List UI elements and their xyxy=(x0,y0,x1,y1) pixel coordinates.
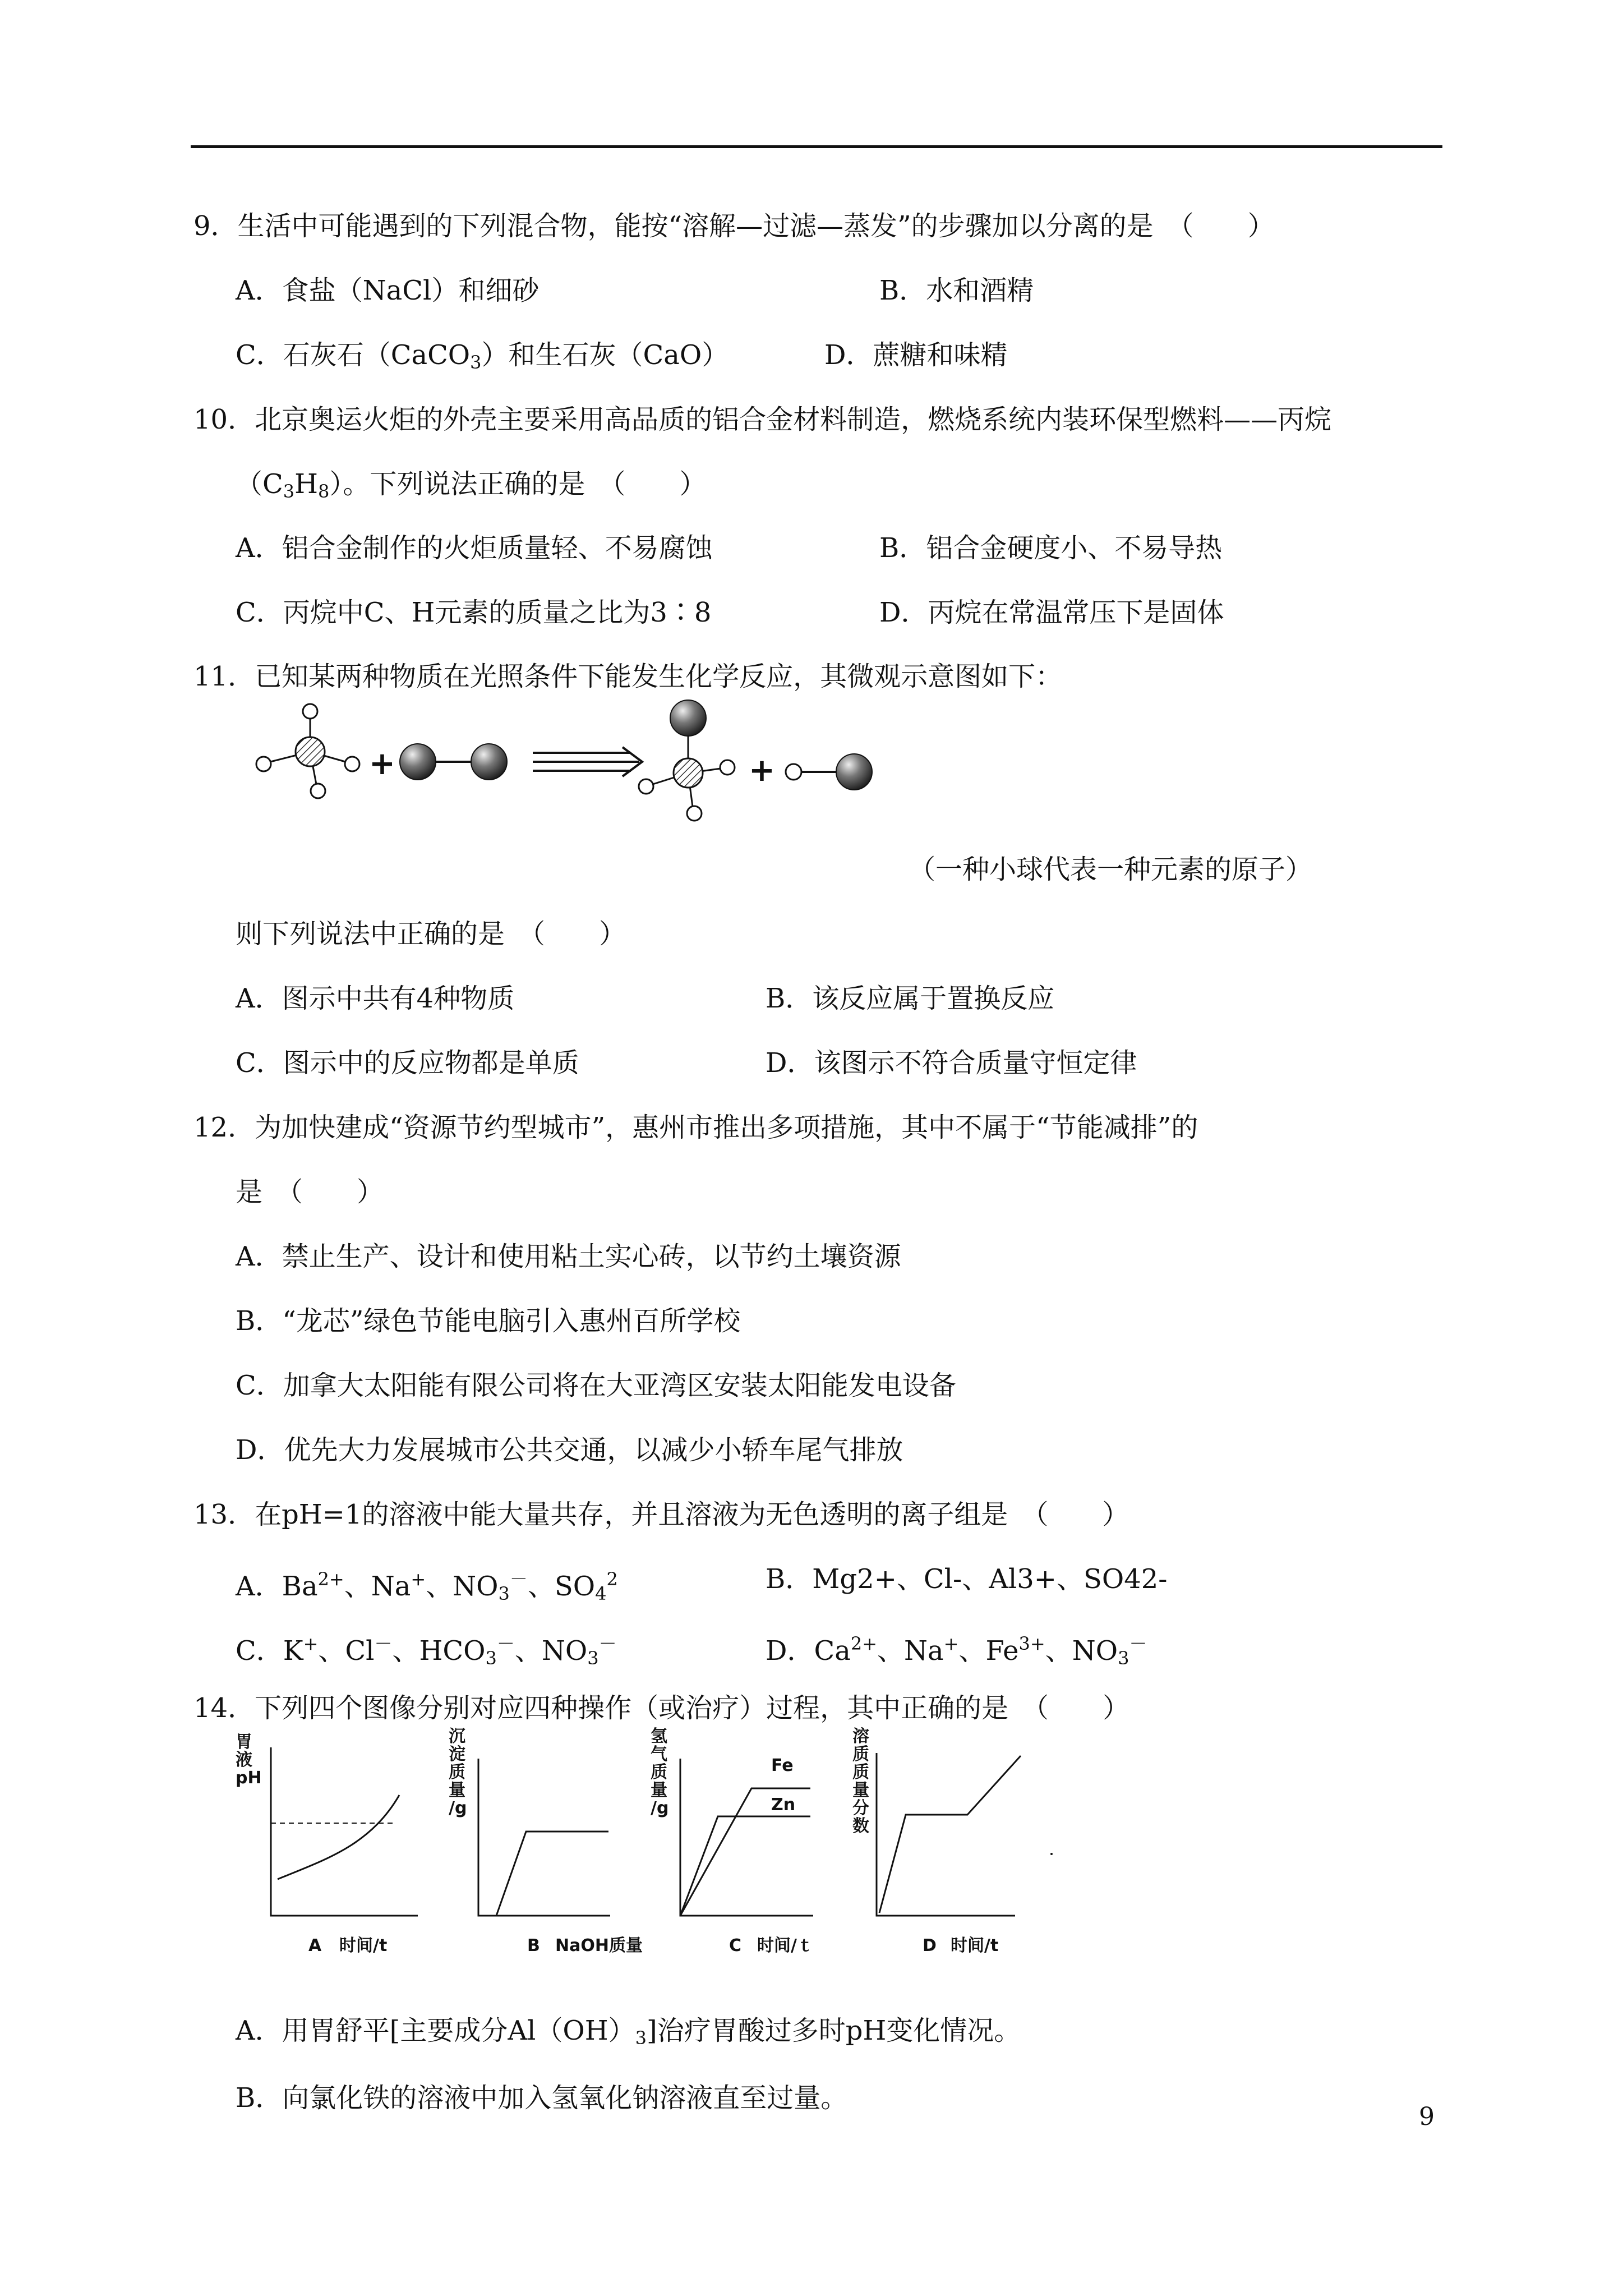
q14-graphs xyxy=(236,1725,1077,1961)
graph-b xyxy=(449,1727,643,1955)
graph-b-xlabel: NaOH质量 xyxy=(555,1936,643,1955)
q10-stem: 10．北京奥运火炬的外壳主要采用高品质的铝合金材料制造，燃烧系统内装环保型燃料——丙烷 xyxy=(193,404,1332,435)
graph-a-letter: A xyxy=(308,1936,322,1955)
graph-c-ylabel-1: 氢 xyxy=(651,1727,667,1746)
graph-b-ylabel-1: 沉 xyxy=(449,1727,465,1746)
graph-a-axes xyxy=(271,1747,418,1916)
graph-d-ylabel-5: 分 xyxy=(852,1798,869,1818)
plus-sign-1: + xyxy=(369,746,395,782)
q14-option-a: A．用胃舒平[主要成分$Al(OH)_3$]治疗胃酸过多时pH变化情况。 xyxy=(236,2015,1021,2049)
product-molecule-2 xyxy=(786,754,872,790)
q10-option-a: A．铝合金制作的火炬质量轻、不易腐蚀 xyxy=(236,532,713,564)
q12-option-c: C．加拿大太阳能有限公司将在大亚湾区安装太阳能发电设备 xyxy=(236,1370,956,1401)
graph-c-letter: C xyxy=(729,1936,742,1955)
graph-c-label-zn: Zn xyxy=(771,1795,796,1815)
q14-stem: 14．下列四个图像分别对应四种操作（或治疗）过程，其中正确的是 （ ） xyxy=(193,1692,1130,1724)
plus-sign-2: + xyxy=(749,752,775,789)
graph-b-ylabel-5: /g xyxy=(449,1798,467,1818)
graph-b-curve xyxy=(496,1832,608,1916)
q13-option-b: B．Mg2+、Cl-、Al3+、SO42- xyxy=(766,1563,1168,1595)
q11-option-a: A．图示中共有4种物质 xyxy=(236,983,515,1014)
graph-c-ylabel-5: /g xyxy=(651,1798,669,1818)
q13-option-a: A．$Ba^{2+}$、Na+、$NO_3^-$、$SO_4^2$ xyxy=(236,1568,618,1604)
q14-option-b: B．向氯化铁的溶液中加入氢氧化钠溶液直至过量。 xyxy=(236,2082,848,2114)
graph-c-axes xyxy=(680,1759,813,1916)
q9-stem: 9．生活中可能遇到的下列混合物，能按“溶解—过滤—蒸发”的步骤加以分离的是 （ ） xyxy=(193,210,1275,242)
product-molecule-1 xyxy=(639,700,735,821)
graph-d-ylabel-3: 质 xyxy=(852,1763,869,1782)
graph-b-ylabel-3: 质 xyxy=(449,1763,465,1782)
q12-option-d: D．优先大力发展城市公共交通，以减少小轿车尾气排放 xyxy=(236,1434,903,1466)
graph-c-label-fe: Fe xyxy=(771,1756,794,1775)
graph-a-ylabel-3: pH xyxy=(236,1768,262,1788)
graph-a-xlabel: 时间/t xyxy=(339,1936,388,1955)
q11-option-c: C．图示中的反应物都是单质 xyxy=(236,1047,579,1079)
graph-c-curve-zn xyxy=(680,1816,810,1916)
graph-d-ylabel-6: 数 xyxy=(852,1816,869,1836)
q13-stem: 13．在pH=1的溶液中能大量共存，并且溶液为无色透明的离子组是 （ ） xyxy=(193,1499,1129,1530)
reaction-arrow xyxy=(533,747,642,776)
graph-d-xlabel: 时间/t xyxy=(951,1936,999,1955)
graph-d-ylabel-4: 量 xyxy=(852,1780,869,1800)
q12-option-a: A．禁止生产、设计和使用粘土实心砖，以节约土壤资源 xyxy=(236,1241,901,1272)
reactant-molecule-1 xyxy=(256,704,359,798)
q9-option-d: D．蔗糖和味精 xyxy=(824,339,1008,371)
graph-d xyxy=(852,1727,1053,1955)
graph-b-letter: B xyxy=(527,1936,540,1955)
q10-stem-line2: $(C_3H_8)$。下列说法正确的是 （ ） xyxy=(236,468,707,502)
q12-stem: 12．为加快建成“资源节约型城市”，惠州市推出多项措施，其中不属于“节能减排”的 xyxy=(193,1112,1198,1143)
q11-ask: 则下列说法中正确的是 （ ） xyxy=(236,918,626,950)
graph-a xyxy=(236,1732,418,1955)
graph-b-axes xyxy=(478,1759,610,1916)
q9-option-b: B．水和酒精 xyxy=(879,275,1034,306)
q11-option-b: B．该反应属于置换反应 xyxy=(766,983,1055,1014)
q10-option-b: B．铝合金硬度小、不易导热 xyxy=(879,532,1223,564)
graph-d-ylabel-2: 质 xyxy=(852,1745,869,1764)
graph-c xyxy=(651,1727,814,1955)
graph-d-ylabel-1: 溶 xyxy=(852,1727,869,1746)
graph-a-ylabel-2: 液 xyxy=(236,1750,252,1770)
reaction-diagram xyxy=(247,696,953,836)
graph-c-xlabel: 时间/ｔ xyxy=(757,1936,814,1955)
q13-option-c: C．K+、Cl－、$HCO_3^-$、$NO_3^-$ xyxy=(236,1633,617,1669)
graph-d-curve xyxy=(879,1756,1021,1913)
graph-b-ylabel-4: 量 xyxy=(449,1780,465,1800)
graph-d-stray-dot xyxy=(1050,1853,1053,1855)
q10-option-d: D．丙烷在常温常压下是固体 xyxy=(879,597,1224,628)
q11-legend-note: （一种小球代表一种元素的原子） xyxy=(909,854,1313,885)
header-rule xyxy=(191,145,1442,148)
graph-d-letter: D xyxy=(923,1936,937,1955)
graph-c-ylabel-2: 气 xyxy=(651,1745,667,1764)
page-number: 9 xyxy=(1419,2102,1435,2131)
graph-b-ylabel-2: 淀 xyxy=(449,1745,465,1764)
q9-option-c: C．石灰石（CaCO$_3$）和生石灰（CaO） xyxy=(236,339,729,373)
q12-stem-line2: 是 （ ） xyxy=(236,1176,384,1208)
graph-a-ylabel-1: 胃 xyxy=(236,1732,252,1752)
graph-c-ylabel-3: 质 xyxy=(651,1763,667,1782)
graph-c-ylabel-4: 量 xyxy=(651,1780,667,1800)
q13-option-d: D．$Ca^{2+}$、Na+、$Fe^{3+}$、$NO_3^-$ xyxy=(766,1633,1147,1669)
q12-option-b: B．“龙芯”绿色节能电脑引入惠州百所学校 xyxy=(236,1305,741,1337)
q9-option-a: A．食盐（NaCl）和细砂 xyxy=(236,275,540,306)
q11-stem: 11．已知某两种物质在光照条件下能发生化学反应，其微观示意图如下： xyxy=(193,661,1063,692)
graph-a-curve xyxy=(278,1795,399,1879)
graph-d-axes xyxy=(877,1753,1015,1916)
reactant-molecule-2 xyxy=(400,744,507,780)
q10-option-c: C．丙烷中C、H元素的质量之比为3∶8 xyxy=(236,597,712,628)
q11-option-d: D．该图示不符合质量守恒定律 xyxy=(766,1047,1137,1079)
